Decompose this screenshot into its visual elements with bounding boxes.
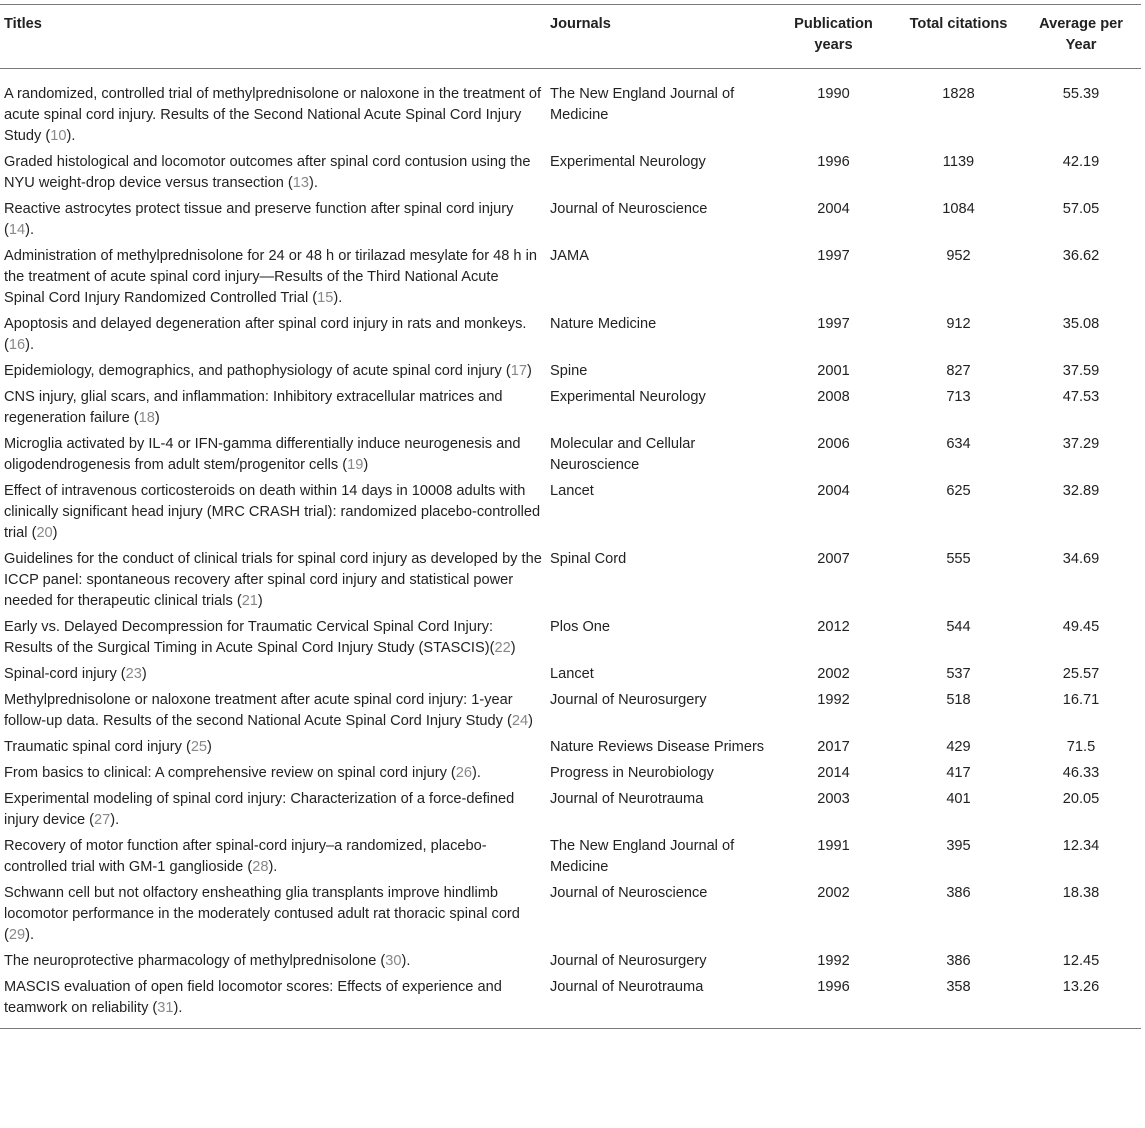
paper-title-cell	[0, 196, 546, 243]
reference-link[interactable]: 13	[292, 175, 309, 191]
paper-title-suffix: ).	[110, 812, 120, 828]
table-row	[0, 69, 1141, 150]
paper-title-suffix: )	[526, 363, 532, 379]
paper-title-suffix: ).	[173, 1000, 183, 1016]
average-per-year-cell: 71.5	[1066, 739, 1096, 755]
paper-title-cell	[0, 243, 546, 311]
table-row	[0, 661, 1141, 687]
table-row	[0, 196, 1141, 243]
journal-cell: Experimental Neurology	[550, 389, 706, 405]
average-per-year-cell: 57.05	[1062, 201, 1100, 217]
total-citations-cell: 952	[946, 248, 971, 264]
publication-year-cell: 1997	[817, 316, 850, 332]
paper-title: Early vs. Delayed Decompression for Traumatic Cervical Spinal Cord Injury: Results of the Surgical Timing in Acute Spinal Cord Injury Study (STASCIS)(	[4, 619, 495, 656]
paper-title-suffix: )	[528, 713, 533, 729]
average-per-year-cell: 36.62	[1062, 248, 1100, 264]
paper-title-suffix: ).	[333, 290, 343, 306]
table-body	[0, 69, 1141, 1029]
journal-cell: Journal of Neurosurgery	[550, 692, 707, 708]
table-row	[0, 431, 1141, 478]
table-row	[0, 546, 1141, 614]
paper-title-cell	[0, 661, 546, 687]
reference-link[interactable]: 14	[8, 222, 26, 238]
publication-year-cell: 1997	[817, 248, 850, 264]
total-citations-cell: 386	[946, 885, 971, 901]
average-per-year-cell: 34.69	[1062, 551, 1100, 567]
average-per-year-cell: 12.34	[1062, 838, 1100, 854]
paper-title-suffix: ).	[25, 337, 35, 353]
reference-link[interactable]: 20	[36, 525, 53, 541]
table-row	[0, 358, 1141, 384]
total-citations-cell: 518	[946, 692, 971, 708]
paper-title: Methylprednisolone or naloxone treatment after acute spinal cord injury: 1-year follow-up data. Results of the second National Acute Spinal Cord Injury Study (	[4, 692, 513, 729]
paper-title: Epidemiology, demographics, and pathophysiology of acute spinal cord injury (	[4, 363, 511, 379]
average-per-year-cell: 37.29	[1062, 436, 1100, 452]
journal-cell: JAMA	[550, 248, 589, 264]
paper-title: From basics to clinical: A comprehensive review on spinal cord injury (	[4, 765, 456, 781]
header-journals: Journals	[550, 16, 611, 32]
journal-cell: Spine	[550, 363, 588, 379]
paper-title: MASCIS evaluation of open field locomotor scores: Effects of experience and teamwork on reliability (	[4, 979, 502, 1016]
table-row	[0, 734, 1141, 760]
total-citations-cell: 634	[946, 436, 971, 452]
table-row	[0, 880, 1141, 948]
reference-link[interactable]: 10	[50, 128, 67, 144]
paper-title-cell	[0, 974, 546, 1029]
paper-title-cell	[0, 687, 546, 734]
average-per-year-cell: 25.57	[1062, 666, 1100, 682]
total-citations-cell: 912	[946, 316, 971, 332]
table-row	[0, 478, 1141, 546]
paper-title-suffix: )	[510, 640, 516, 656]
table-row	[0, 149, 1141, 196]
paper-title-cell	[0, 358, 546, 384]
paper-title: Graded histological and locomotor outcomes after spinal cord contusion using the NYU weight-drop device versus transection (	[4, 154, 531, 191]
total-citations-cell: 1828	[942, 86, 975, 102]
average-per-year-cell: 35.08	[1062, 316, 1100, 332]
publication-year-cell: 2002	[817, 885, 850, 901]
total-citations-cell: 713	[946, 389, 971, 405]
paper-title: Microglia activated by IL-4 or IFN-gamma differentially induce neurogenesis and oligodendrogenesis from adult stem/progenitor cells (	[4, 436, 521, 473]
publication-year-cell: 2001	[817, 363, 850, 379]
journal-cell: The New England Journal of Medicine	[550, 838, 735, 875]
journal-cell: Plos One	[550, 619, 611, 635]
reference-link[interactable]: 30	[385, 953, 402, 969]
reference-link[interactable]: 15	[317, 290, 334, 306]
publication-year-cell: 2006	[817, 436, 850, 452]
publication-year-cell: 2008	[817, 389, 850, 405]
paper-title-cell	[0, 384, 546, 431]
reference-link[interactable]: 25	[190, 739, 208, 755]
reference-link[interactable]: 21	[241, 593, 258, 609]
header-row	[0, 5, 1141, 69]
reference-link[interactable]: 26	[455, 765, 473, 781]
publication-year-cell: 2004	[817, 483, 850, 499]
paper-title-suffix: )	[363, 457, 369, 473]
reference-link[interactable]: 22	[494, 640, 511, 656]
journal-cell: Nature Medicine	[550, 316, 657, 332]
reference-link[interactable]: 29	[8, 927, 26, 943]
average-per-year-cell: 12.45	[1062, 953, 1100, 969]
total-citations-cell: 395	[946, 838, 971, 854]
average-per-year-cell: 37.59	[1062, 363, 1100, 379]
total-citations-cell: 386	[946, 953, 971, 969]
paper-title: Traumatic spinal cord injury (	[4, 739, 191, 755]
paper-title-cell	[0, 546, 546, 614]
reference-link[interactable]: 24	[511, 713, 529, 729]
journal-cell: Spinal Cord	[550, 551, 627, 567]
publication-year-cell: 2014	[817, 765, 850, 781]
reference-link[interactable]: 23	[125, 666, 142, 682]
reference-link[interactable]: 18	[138, 410, 155, 426]
publication-year-cell: 2002	[817, 666, 850, 682]
table-row	[0, 311, 1141, 358]
paper-title-suffix: )	[52, 525, 58, 541]
publication-year-cell: 2003	[817, 791, 850, 807]
total-citations-cell: 544	[946, 619, 971, 635]
header-publication-years: Publication years	[794, 16, 873, 53]
paper-title-cell	[0, 760, 546, 786]
table-header	[0, 5, 1141, 69]
publication-year-cell: 2012	[817, 619, 850, 635]
paper-title-cell	[0, 431, 546, 478]
paper-title-cell	[0, 948, 546, 974]
paper-title: Experimental modeling of spinal cord injury: Characterization of a force-defined injury device (	[4, 791, 515, 828]
journal-cell: Nature Reviews Disease Primers	[550, 739, 765, 755]
paper-title: Reactive astrocytes protect tissue and preserve function after spinal cord injury (	[4, 201, 514, 238]
average-per-year-cell: 32.89	[1062, 483, 1100, 499]
table-row	[0, 786, 1141, 833]
reference-link[interactable]: 19	[347, 457, 364, 473]
total-citations-cell: 827	[946, 363, 971, 379]
paper-title-cell	[0, 149, 546, 196]
paper-title-cell	[0, 786, 546, 833]
paper-title-suffix: ).	[268, 859, 278, 875]
paper-title-suffix: )	[141, 666, 147, 682]
table-row	[0, 833, 1141, 880]
reference-link[interactable]: 17	[510, 363, 527, 379]
total-citations-cell: 401	[946, 791, 971, 807]
journal-cell: Journal of Neurotrauma	[550, 791, 704, 807]
paper-title-suffix: ).	[401, 953, 411, 969]
journal-cell: Journal of Neurotrauma	[550, 979, 704, 995]
reference-link[interactable]: 28	[252, 859, 269, 875]
paper-title-cell	[0, 614, 546, 661]
table-row	[0, 760, 1141, 786]
total-citations-cell: 625	[946, 483, 971, 499]
header-total-citations: Total citations	[909, 16, 1008, 32]
paper-title-suffix: )	[207, 739, 212, 755]
header-average-per-year: Average per Year	[1039, 16, 1123, 53]
paper-title-cell	[0, 734, 546, 760]
paper-title-suffix: ).	[472, 765, 481, 781]
total-citations-cell: 1084	[942, 201, 975, 217]
publication-year-cell: 1996	[817, 979, 850, 995]
reference-link[interactable]: 31	[157, 1000, 174, 1016]
journal-cell: Lancet	[550, 483, 594, 499]
paper-title-suffix: ).	[25, 222, 35, 238]
paper-title: CNS injury, glial scars, and inflammation: Inhibitory extracellular matrices and regeneration failure (	[4, 389, 503, 426]
paper-title-cell	[0, 833, 546, 880]
average-per-year-cell: 55.39	[1062, 86, 1100, 102]
paper-title: Apoptosis and delayed degeneration after spinal cord injury in rats and monkeys. (	[4, 316, 527, 353]
table-row	[0, 243, 1141, 311]
paper-title-cell	[0, 69, 546, 150]
journal-cell: Journal of Neurosurgery	[550, 953, 707, 969]
journal-cell: The New England Journal of Medicine	[550, 86, 735, 123]
paper-title: Recovery of motor function after spinal-cord injury–a randomized, placebo-controlled trial with GM-1 ganglioside (	[4, 838, 487, 875]
paper-title-suffix: ).	[309, 175, 318, 191]
journal-cell: Experimental Neurology	[550, 154, 706, 170]
top-cited-papers-table	[0, 4, 1141, 1029]
average-per-year-cell: 42.19	[1062, 154, 1100, 170]
average-per-year-cell: 20.05	[1062, 791, 1100, 807]
publication-year-cell: 1992	[817, 953, 850, 969]
publication-year-cell: 1992	[817, 692, 850, 708]
paper-title: Administration of methylprednisolone for 24 or 48 h or tirilazad mesylate for 48 h in the treatment of acute spinal cord injury—Results of the Third National Acute Spinal Cord Injury Randomized Controlled Trial (	[4, 248, 537, 306]
paper-title-cell	[0, 311, 546, 358]
publication-year-cell: 2017	[817, 739, 850, 755]
paper-title: Spinal-cord injury (	[4, 666, 126, 682]
table-row	[0, 974, 1141, 1029]
paper-title: A randomized, controlled trial of methylprednisolone or naloxone in the treatment of acute spinal cord injury. Results of the Second National Acute Spinal Cord Injury Study (	[4, 86, 542, 144]
reference-link[interactable]: 27	[94, 812, 111, 828]
average-per-year-cell: 16.71	[1062, 692, 1100, 708]
average-per-year-cell: 18.38	[1062, 885, 1100, 901]
total-citations-cell: 555	[946, 551, 971, 567]
total-citations-cell: 417	[946, 765, 971, 781]
paper-title-suffix: ).	[25, 927, 35, 943]
paper-title-cell	[0, 478, 546, 546]
journal-cell: Journal of Neuroscience	[550, 201, 708, 217]
publication-year-cell: 2004	[817, 201, 850, 217]
publication-year-cell: 1991	[817, 838, 850, 854]
total-citations-cell: 429	[946, 739, 971, 755]
paper-title: Guidelines for the conduct of clinical trials for spinal cord injury as developed by the ICCP panel: spontaneous recovery after spinal cord injury and statistical power needed for therapeutic clinical trials (	[4, 551, 542, 609]
paper-title-suffix: )	[154, 410, 160, 426]
journal-cell: Molecular and Cellular Neuroscience	[550, 436, 696, 473]
publication-year-cell: 2007	[817, 551, 850, 567]
publication-year-cell: 1990	[817, 86, 850, 102]
paper-title: Schwann cell but not olfactory ensheathing glia transplants improve hindlimb locomotor performance in the moderately contused adult rat thoracic spinal cord (	[4, 885, 520, 943]
total-citations-cell: 537	[946, 666, 971, 682]
table-row	[0, 614, 1141, 661]
paper-title: Effect of intravenous corticosteroids on death within 14 days in 10008 adults with clinically significant head injury (MRC CRASH trial): randomized placebo-controlled trial (	[4, 483, 541, 541]
average-per-year-cell: 46.33	[1062, 765, 1100, 781]
average-per-year-cell: 47.53	[1062, 389, 1100, 405]
paper-title-suffix: ).	[66, 128, 76, 144]
average-per-year-cell: 49.45	[1062, 619, 1100, 635]
journal-cell: Progress in Neurobiology	[550, 765, 714, 781]
table-row	[0, 948, 1141, 974]
journal-cell: Lancet	[550, 666, 594, 682]
paper-title-suffix: )	[257, 593, 263, 609]
average-per-year-cell: 13.26	[1062, 979, 1100, 995]
table-row	[0, 384, 1141, 431]
paper-title-cell	[0, 880, 546, 948]
header-titles: Titles	[4, 16, 42, 32]
reference-link[interactable]: 16	[8, 337, 26, 353]
total-citations-cell: 358	[946, 979, 971, 995]
total-citations-cell: 1139	[942, 154, 975, 170]
journal-cell: Journal of Neuroscience	[550, 885, 708, 901]
publication-year-cell: 1996	[817, 154, 850, 170]
paper-title: The neuroprotective pharmacology of methylprednisolone (	[4, 953, 386, 969]
table-row	[0, 687, 1141, 734]
